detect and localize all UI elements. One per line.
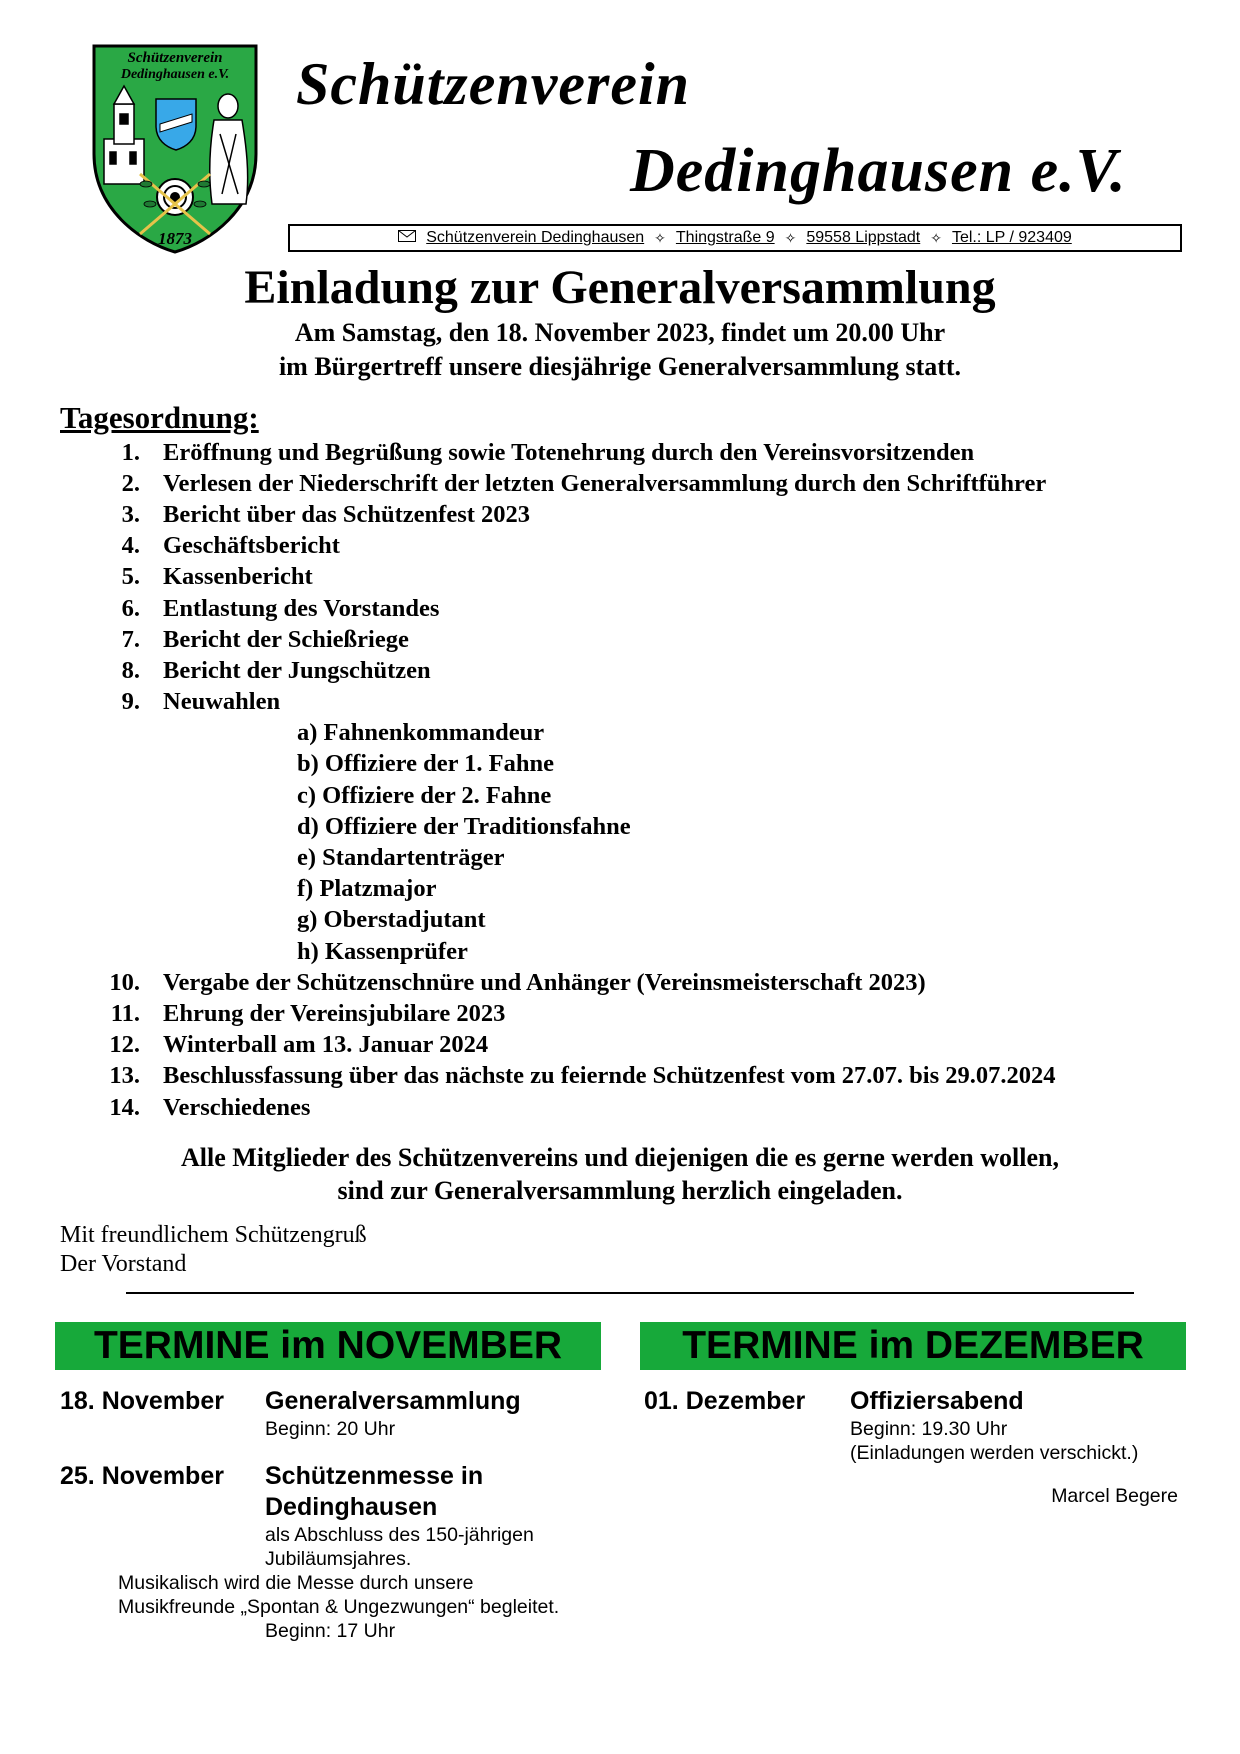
contact-bar — [288, 224, 1182, 252]
agenda-item — [0, 1092, 1240, 1123]
agenda-sub-item — [0, 811, 1240, 842]
agenda-item-text: Geschäftsbericht — [163, 532, 340, 560]
agenda-item-number: 12. — [109, 1031, 140, 1059]
event-detail: (Einladungen werden verschickt.) — [850, 1442, 1139, 1464]
agenda-sub-item-text: b) Offiziere der 1. Fahne — [297, 750, 554, 778]
intro-line-2: im Bürgertreff unsere diesjährige Generalversammlung statt. — [278, 352, 962, 381]
agenda-item-number: 1. — [121, 438, 140, 466]
contact-street: Thingstraße 9 — [675, 229, 775, 246]
page-title: Einladung zur Generalversammlung — [244, 261, 996, 314]
separator-icon: ✧ — [654, 229, 666, 246]
intro-line-1: Am Samstag, den 18. November 2023, findet um 20.00 Uhr — [294, 318, 946, 347]
event-detail: Jubiläumsjahres. — [265, 1548, 412, 1570]
crest-text-top2: Dedinghausen e.V. — [120, 67, 230, 82]
agenda-item — [0, 437, 1240, 468]
agenda-item-number: 14. — [109, 1093, 140, 1121]
agenda-item-text: Winterball am 13. Januar 2024 — [163, 1031, 489, 1059]
agenda-item — [0, 562, 1240, 593]
event-detail: Beginn: 19.30 Uhr — [850, 1418, 1008, 1440]
agenda-sub-item-text: d) Offiziere der Traditionsfahne — [297, 812, 631, 840]
agenda-item-text: Neuwahlen — [163, 688, 281, 716]
agenda-item-text: Bericht der Schießriege — [163, 625, 409, 653]
agenda-sub-item — [0, 749, 1240, 780]
greeting-line-2: Der Vorstand — [60, 1251, 187, 1277]
agenda-item — [0, 967, 1240, 998]
event-detail: Beginn: 20 Uhr — [265, 1418, 396, 1440]
agenda-item — [0, 1061, 1240, 1092]
agenda-item-number: 13. — [109, 1062, 140, 1090]
event-title: Offiziersabend — [850, 1387, 1024, 1415]
closing-line-1: Alle Mitglieder des Schützenvereins und diejenigen die es gerne werden wollen, — [181, 1143, 1059, 1172]
termine-november-heading: TERMINE im NOVEMBER — [55, 1322, 601, 1370]
agenda-item — [0, 655, 1240, 686]
agenda-item-text: Eröffnung und Begrüßung sowie Totenehrung durch den Vereinsvorsitzenden — [163, 438, 975, 466]
agenda-sub-item-text: h) Kassenprüfer — [297, 937, 468, 965]
event-detail: Musikfreunde „Spontan & Ungezwungen“ begleitet. — [118, 1596, 560, 1618]
agenda-item-number: 8. — [121, 656, 140, 684]
agenda-item-number: 7. — [121, 625, 140, 653]
event-title: Dedinghausen — [265, 1493, 438, 1521]
greeting-line-1: Mit freundlichem Schützengruß — [60, 1222, 367, 1248]
agenda-item-text: Vergabe der Schützenschnüre und Anhänger (Vereinsmeisterschaft 2023) — [163, 968, 926, 996]
agenda-list — [0, 437, 1240, 1123]
agenda-sub-item-text: c) Offiziere der 2. Fahne — [297, 781, 552, 809]
crest-year: 1873 — [158, 229, 192, 248]
separator-icon: ✧ — [784, 229, 797, 246]
agenda-sub-item — [0, 936, 1240, 967]
closing-invitation — [0, 1143, 1240, 1209]
agenda-item-number: 4. — [121, 532, 140, 560]
agenda-sub-item — [0, 874, 1240, 905]
agenda-item — [0, 687, 1240, 718]
agenda-heading: Tagesordnung: — [60, 400, 259, 435]
event-date: 18. November — [60, 1387, 224, 1415]
agenda-sub-item-text: g) Oberstadjutant — [297, 906, 486, 934]
event-detail: Musikalisch wird die Messe durch unsere — [118, 1572, 474, 1594]
closing-line-2: sind zur Generalversammlung herzlich eingeladen. — [337, 1176, 903, 1205]
greeting — [60, 1222, 367, 1280]
crest-text-top: Schützenverein — [127, 50, 223, 66]
event-detail: Beginn: 17 Uhr — [265, 1620, 396, 1642]
agenda-sub-item-text: a) Fahnenkommandeur — [297, 719, 545, 747]
agenda-item-text: Bericht der Jungschützen — [163, 656, 431, 684]
agenda-item — [0, 1030, 1240, 1061]
agenda-item-number: 9. — [121, 688, 140, 716]
contact-phone: Tel.: LP / 923409 — [951, 229, 1072, 246]
agenda-item-number: 11. — [110, 999, 140, 1027]
agenda-item — [0, 624, 1240, 655]
envelope-icon — [398, 229, 416, 247]
agenda-item-text: Entlastung des Vorstandes — [163, 594, 440, 622]
agenda-item — [0, 998, 1240, 1029]
event-date: 01. Dezember — [644, 1387, 806, 1415]
agenda-item — [0, 499, 1240, 530]
event-detail: als Abschluss des 150-jährigen — [265, 1524, 534, 1546]
signature: Marcel Begere — [1051, 1485, 1178, 1507]
agenda-item-text: Ehrung der Vereinsjubilare 2023 — [163, 999, 506, 1027]
agenda-sub-item — [0, 718, 1240, 749]
agenda-item — [0, 531, 1240, 562]
event-title: Schützenmesse in — [265, 1462, 484, 1490]
divider — [126, 1292, 1134, 1294]
agenda-sub-item — [0, 905, 1240, 936]
agenda-item-text: Kassenbericht — [163, 563, 313, 591]
separator-icon: ✧ — [930, 229, 942, 246]
contact-city: 59558 Lippstadt — [806, 229, 921, 246]
agenda-item — [0, 468, 1240, 499]
club-crest-logo — [90, 44, 260, 254]
agenda-sub-item-text: e) Standartenträger — [297, 844, 505, 872]
agenda-item-number: 3. — [121, 500, 140, 528]
agenda-item-number: 6. — [121, 594, 140, 622]
agenda-item-text: Verlesen der Niederschrift der letzten Generalversammlung durch den Schriftführer — [163, 469, 1047, 497]
contact-name: Schützenverein Dedinghausen — [426, 229, 645, 246]
event-date: 25. November — [60, 1462, 224, 1490]
agenda-item-number: 2. — [121, 469, 140, 497]
blue-shield-icon — [156, 99, 196, 150]
agenda-item-text: Beschlussfassung über das nächste zu feiernde Schützenfest vom 27.07. bis 29.07.2024 — [163, 1062, 1056, 1090]
agenda-item-number: 5. — [121, 563, 140, 591]
event-title: Generalversammlung — [265, 1387, 521, 1415]
agenda-sub-item — [0, 780, 1240, 811]
termine-dezember-heading: TERMINE im DEZEMBER — [640, 1322, 1186, 1370]
club-name-line1: Schützenverein — [296, 51, 691, 117]
club-name-line2: Dedinghausen e.V. — [630, 137, 1127, 205]
agenda-item-number: 10. — [109, 968, 140, 996]
agenda-item-text: Bericht über das Schützenfest 2023 — [163, 500, 531, 528]
agenda-sub-item — [0, 842, 1240, 873]
agenda-item-text: Verschiedenes — [163, 1093, 311, 1121]
agenda-item — [0, 593, 1240, 624]
agenda-sub-item-text: f) Platzmajor — [297, 875, 437, 903]
target-icon — [157, 179, 193, 215]
